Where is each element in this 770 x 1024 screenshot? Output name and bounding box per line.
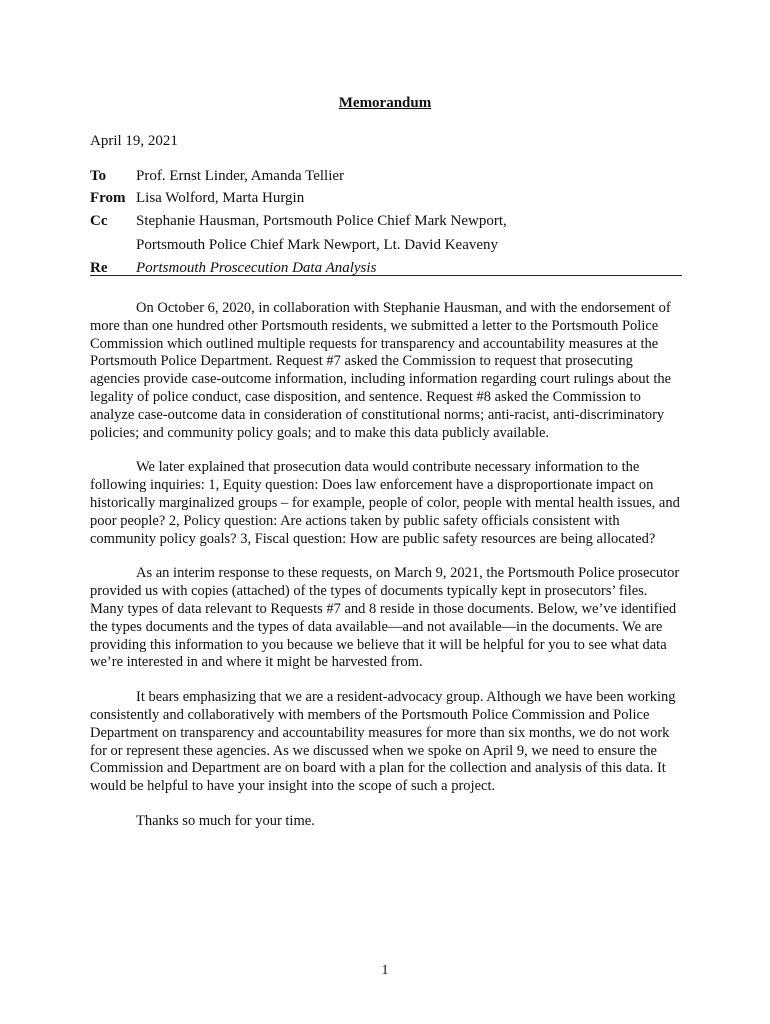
body-paragraph	[90, 459, 682, 548]
cc-value-line-2: Portsmouth Police Chief Mark Newport, Lt. David Keaveny	[136, 237, 499, 253]
paragraph-text: As an interim response to these requests, on March 9, 2021, the Portsmouth Police prosecutor provided us with copies (attached) of the types of documents typically kept in prosecutors’ files. Many types of data relevant to Requests #7 and 8 reside in those documents. Below, we’ve identified the types documents and the types of data available—and not available—in the documents. We are providing this information to you because we believe that it will be helpful for you to see what data we’re interested in and where it might be harvested from.	[90, 565, 680, 671]
body-paragraph	[90, 565, 682, 672]
page-number: 1	[381, 963, 389, 978]
paragraph-text: It bears emphasizing that we are a resident-advocacy group. Although we have been working consistently and collaboratively with members of the Portsmouth Police Commission and Police Department on transparency and accountability measures for more than six months, we do not work for or represent these agencies. As we discussed when we spoke on April 9, we need to ensure the Commission and Department are on board with a plan for the collection and analysis of this data. It would be helpful to have your insight into the scope of such a project.	[90, 689, 676, 795]
cc-value-line-1: Stephanie Hausman, Portsmouth Police Chief Mark Newport,	[136, 213, 507, 229]
from-value: Lisa Wolford, Marta Hurgin	[136, 190, 305, 206]
paragraph-text: On October 6, 2020, in collaboration with Stephanie Hausman, and with the endorsement of more than one hundred other Portsmouth residents, we submitted a letter to the Portsmouth Police Commission which outlined multiple requests for transparency and accountability measures at the Portsmouth Police Department. Request #7 asked the Commission to request that prosecuting agencies provide case-outcome information, including information regarding court rulings about the legality of police conduct, case disposition, and sentence. Request #8 asked the Commission to analyze case-outcome data in consideration of constitutional norms; anti-racist, anti-discriminatory policies; and community policy goals; and to make this data publicly available.	[90, 300, 672, 441]
memo-title: Memorandum	[338, 95, 432, 111]
memo-date: April 19, 2021	[90, 133, 178, 149]
cc-label: Cc	[90, 213, 108, 229]
body-paragraph	[90, 300, 682, 442]
body-paragraph	[90, 689, 682, 796]
paragraph-text: We later explained that prosecution data would contribute necessary information to the following inquiries: 1, Equity question: Does law enforcement have a disproportionate impact on historically marginalized groups – for example, people of color, people with mental health issues, and poor people? 2, Policy question: Are actions taken by public safety officials consistent with community policy goals? 3, Fiscal question: How are public safety resources are being allocated?	[90, 459, 680, 547]
closing-paragraph	[90, 813, 682, 831]
paragraph-text: Thanks so much for your time.	[136, 812, 315, 829]
re-value: Portsmouth Proscecution Data Analysis	[136, 260, 377, 276]
memo-body	[90, 300, 682, 848]
to-value: Prof. Ernst Linder, Amanda Tellier	[136, 168, 345, 184]
to-label: To	[90, 168, 107, 184]
header-divider	[90, 275, 682, 276]
from-label: From	[90, 190, 126, 206]
re-label: Re	[90, 260, 108, 276]
